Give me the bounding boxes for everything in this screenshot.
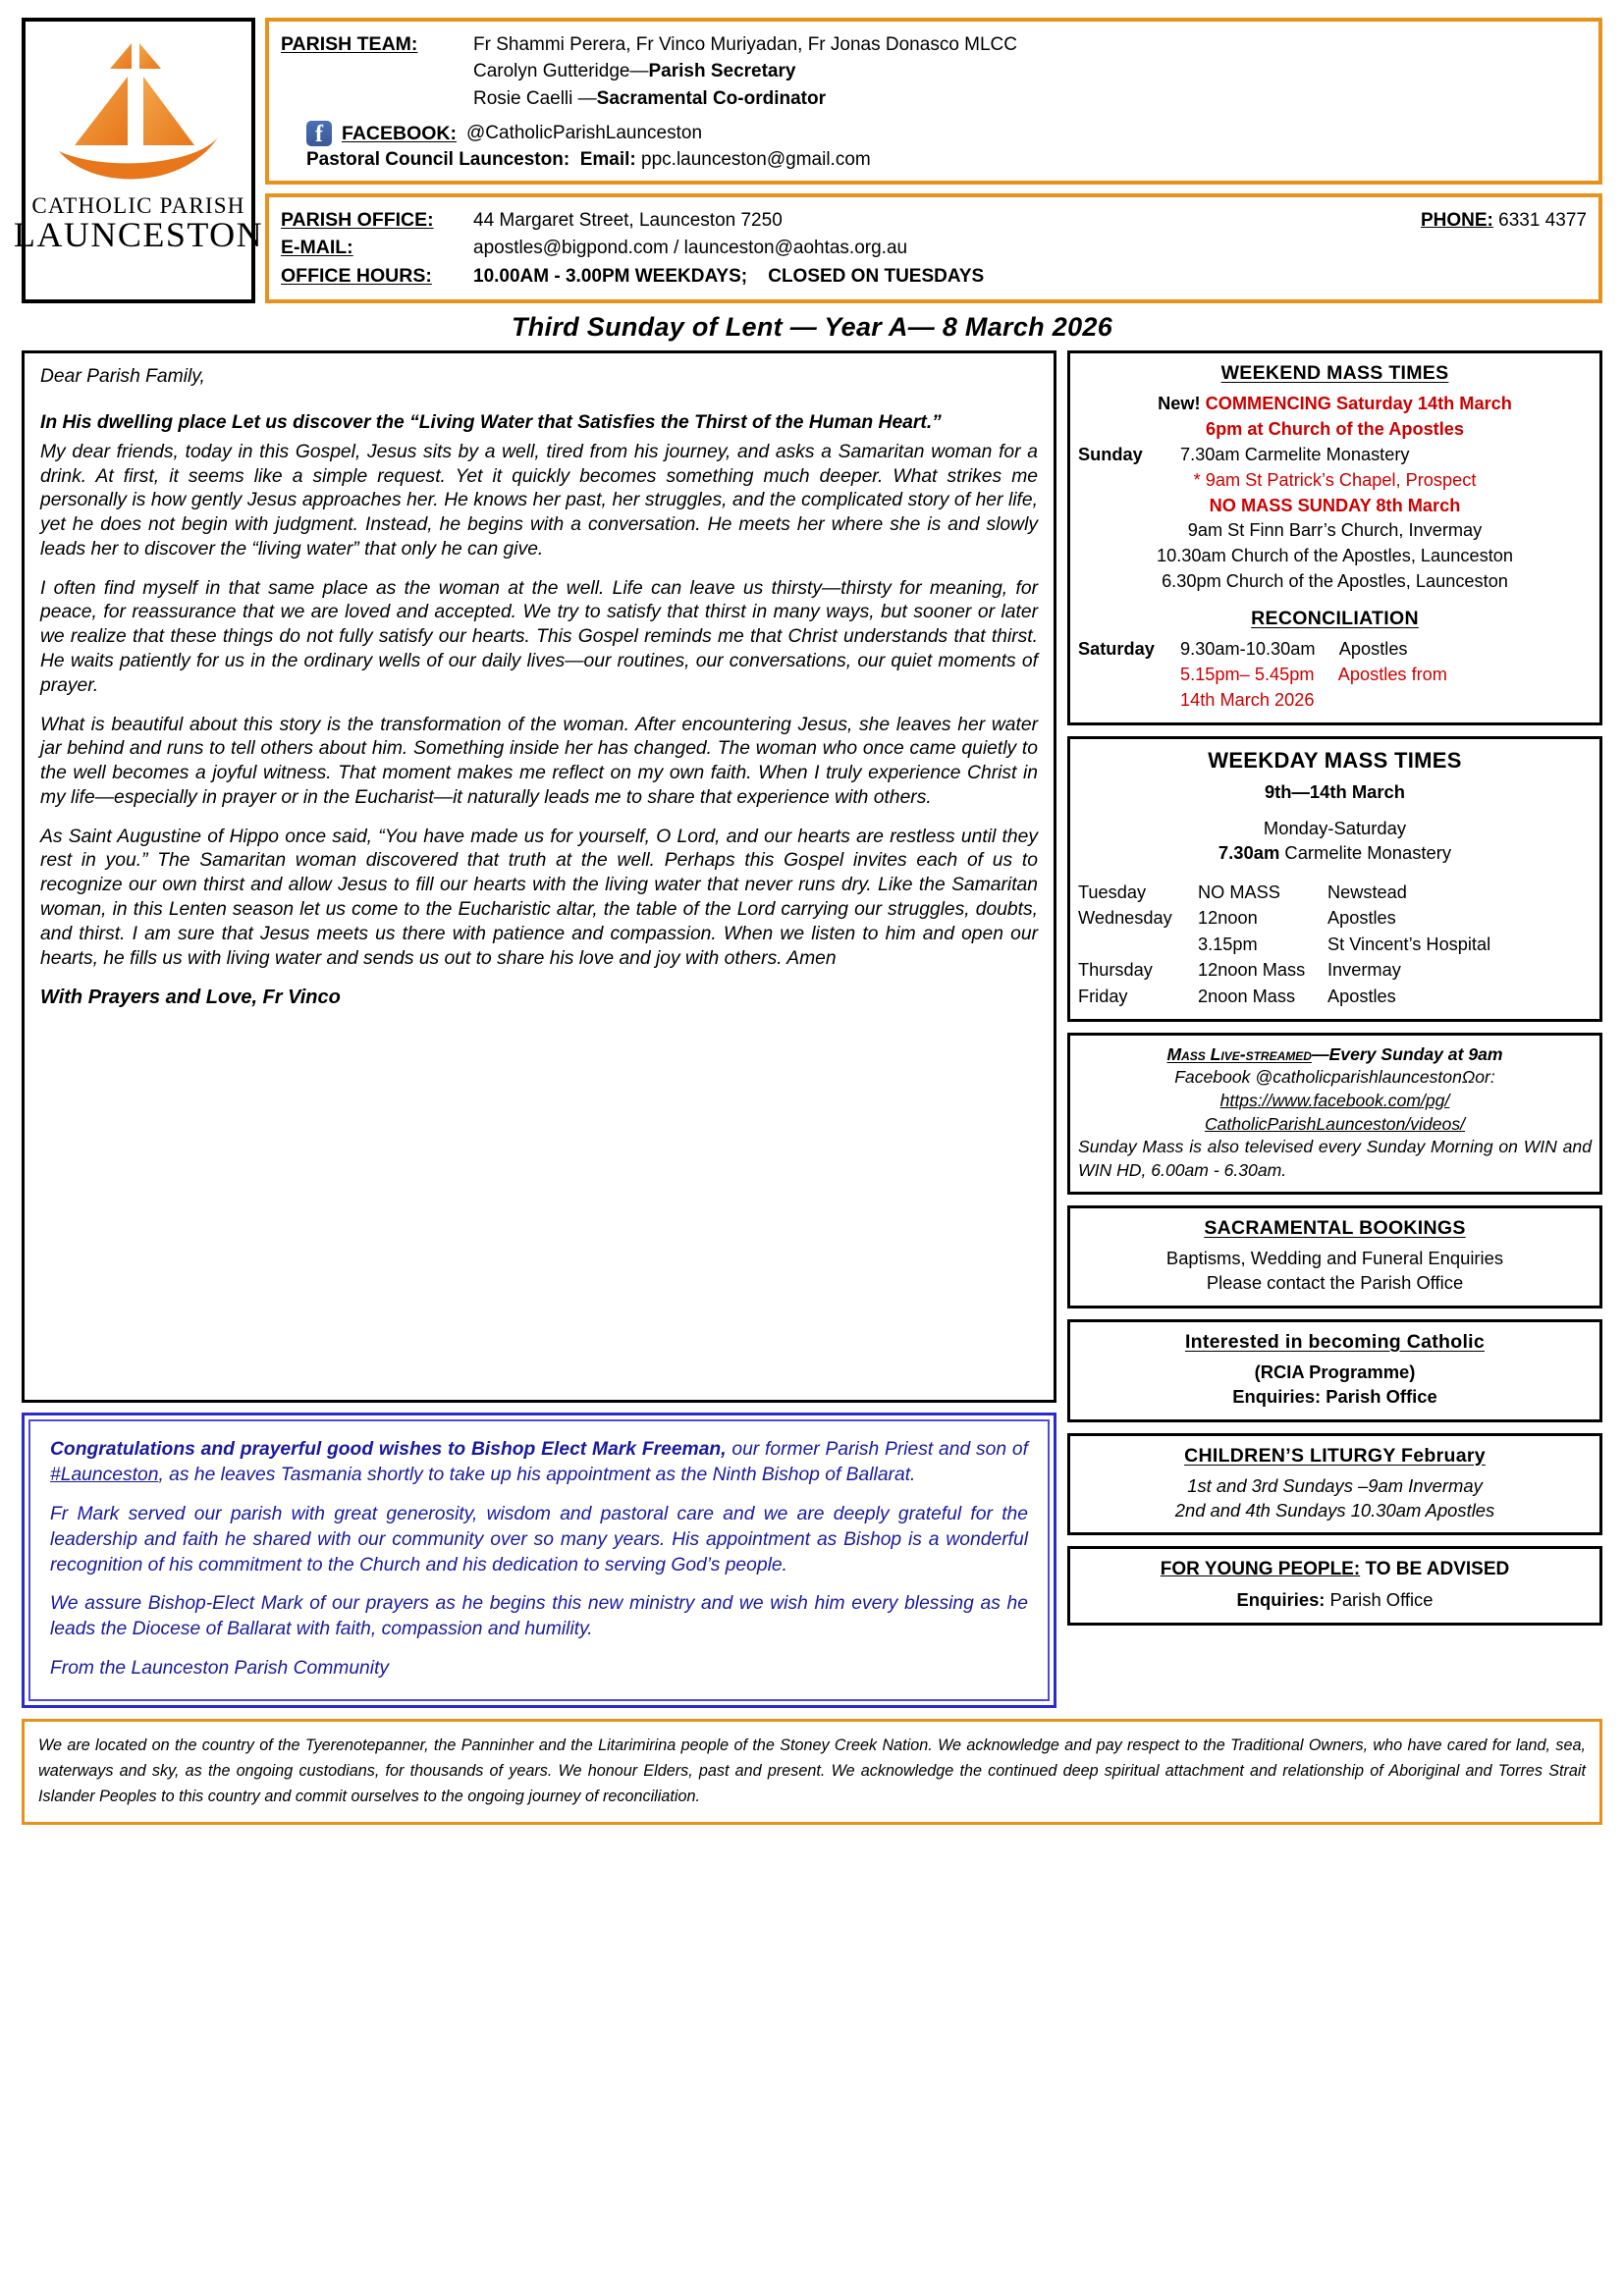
office-address-row <box>281 206 1587 234</box>
childrens-liturgy-line-2: 2nd and 4th Sundays 10.30am Apostles <box>1174 1499 1495 1521</box>
main-content <box>22 350 1602 1708</box>
weekend-mass-row: 9am St Finn Barr’s Church, Invermay <box>1187 520 1483 541</box>
reconciliation-row <box>1078 688 1592 714</box>
livestream-title-rest: —Every Sunday at 9am <box>1311 1043 1503 1064</box>
weekday-standing-time: 7.30am <box>1218 842 1280 864</box>
bishop-notice-link[interactable]: #Launceston <box>50 1465 159 1485</box>
sacramental-title: SACRAMENTAL BOOKINGS <box>1204 1217 1466 1240</box>
weekday-day: Wednesday <box>1078 908 1172 929</box>
weekend-new-row <box>1078 392 1592 417</box>
reconciliation-title: RECONCILIATION <box>1251 607 1419 629</box>
young-people-enquiries-value: Parish Office <box>1325 1589 1434 1610</box>
weekday-place: Apostles <box>1327 908 1396 929</box>
facebook-row[interactable] <box>281 121 1587 146</box>
reconciliation-row <box>1078 663 1592 688</box>
parish-office-box <box>265 193 1602 303</box>
weekend-mass-row: 10.30am Church of the Apostles, Launceston <box>1157 546 1513 566</box>
weekend-mass-row: 6.30pm Church of the Apostles, Launceston <box>1162 571 1508 592</box>
livestream-tv-note: Sunday Mass is also televised every Sunday Morning on WIN and WIN HD, 6.00am - 6.30am. <box>1078 1137 1592 1180</box>
sacramental-coord-name: Rosie Caelli — <box>473 87 597 109</box>
sailboat-cross-icon <box>45 27 232 192</box>
parish-office-label: PARISH OFFICE: <box>281 209 434 232</box>
livestream-title <box>1078 1043 1592 1067</box>
bishop-notice-lead <box>50 1437 1028 1488</box>
weekday-day <box>1078 932 1198 957</box>
weekend-prospect-row: * 9am St Patrick’s Chapel, Prospect <box>1193 469 1477 490</box>
bishop-notice-lead-a: our former Parish Priest and son of <box>731 1439 1028 1461</box>
rcia-line-2: Enquiries: Parish Office <box>1232 1385 1437 1407</box>
sacramental-line-2: Please contact the Parish Office <box>1206 1272 1464 1294</box>
livestream-box <box>1067 1033 1602 1195</box>
letter-paragraph: As Saint Augustine of Hippo once said, “You have made us for yourself, O Lord, and our hearts are restless until they rest in you.” The Samaritan woman discovered that truth at the well. Perhaps this Gospel invites each of us to recognize our own thirst and allow Jesus to fill our hearts with the living water that never runs dry. Like the Samaritan woman, in this Lenten season let us come to the Eucharistic altar, the table of the Lord carrying our struggles, doubts, and thirst. I am sure that Jesus meets us there with patience and compassion. When we listen to him and open our hearts, he fills us with living water and sends us out to share his love and joy with others. Amen <box>40 826 1038 969</box>
weekday-place: St Vincent’s Hospital <box>1327 934 1491 954</box>
bishop-notice-paragraph: Fr Mark served our parish with great generosity, wisdom and pastoral care and we are deeply grateful for the leadership and faith he shared with our community over so many years. His appointment as Bishop is a wonderful recognition of his commitment to the Church and his dedication to serving God’s people. <box>50 1503 1028 1575</box>
weekday-standing-2 <box>1078 841 1592 866</box>
rcia-line-1: (RCIA Programme) <box>1254 1361 1416 1382</box>
logo-line-2: LAUNCESTON <box>13 215 264 254</box>
weekday-place: Invermay <box>1327 960 1401 981</box>
weekday-standing-place: Carmelite Monastery <box>1279 842 1452 864</box>
weekday-mass-dates: 9th—14th March <box>1264 781 1406 803</box>
parish-secretary-role: Parish Secretary <box>648 61 796 82</box>
young-people-title-label: FOR YOUNG PEOPLE: <box>1160 1559 1361 1580</box>
email-label: E-MAIL: <box>281 237 353 259</box>
rcia-box <box>1067 1319 1602 1422</box>
letter-greeting: Dear Parish Family, <box>40 366 205 388</box>
acknowledgement-of-country-box <box>22 1719 1602 1825</box>
masthead <box>13 18 1602 303</box>
livestream-title-label: Mass Live-streamed <box>1166 1043 1312 1064</box>
weekend-sunday-label: Sunday <box>1078 444 1143 464</box>
weekday-day: Tuesday <box>1078 881 1147 902</box>
pastoral-email-label: Email: <box>579 149 636 171</box>
weekday-time: NO MASS <box>1198 881 1280 902</box>
office-closed-value: CLOSED ON TUESDAYS <box>768 265 985 287</box>
weekday-day: Thursday <box>1078 960 1153 981</box>
facebook-handle[interactable]: @CatholicParishLaunceston <box>466 123 703 144</box>
left-column <box>22 350 1056 1708</box>
weekend-mass-title: WEEKEND MASS TIMES <box>1220 362 1449 385</box>
bishop-notice-paragraph: We assure Bishop-Elect Mark of our prayers as he begins this new ministry and we wish him every blessing as he leads the Diocese of Ballarat with faith, compassion and humility. <box>50 1593 1028 1640</box>
pastoral-council-row <box>281 149 1587 171</box>
reconciliation-time-3: 14th March 2026 <box>1180 689 1315 710</box>
rcia-title: Interested in becoming Catholic <box>1184 1330 1486 1353</box>
weekend-mass-box <box>1067 350 1602 725</box>
office-email-row <box>281 234 1587 261</box>
letter-paragraph: What is beautiful about this story is the transformation of the woman. After encountering Jesus, she leaves her water jar behind and runs to tell others about him. Something inside her has changed. The woman who once came quietly to the well becomes a joyful witness. That moment makes me reflect on my own faith. When I truly experience Christ in my life—especially in prayer or in the Eucharist—it naturally leads me to share that experience with others. <box>40 714 1038 808</box>
sacramental-coord-row <box>281 85 1587 112</box>
weekday-standing-1: Monday-Saturday <box>1263 818 1407 839</box>
childrens-liturgy-box <box>1067 1433 1602 1536</box>
parish-logo <box>13 18 264 303</box>
livestream-url-1[interactable]: https://www.facebook.com/pg/ <box>1219 1091 1450 1111</box>
weekday-row <box>1078 957 1592 983</box>
weekday-time: 12noon Mass <box>1198 960 1306 981</box>
reconciliation-row <box>1078 637 1592 663</box>
logo-line-1: CATHOLIC PARISH <box>31 193 245 218</box>
young-people-enquiries <box>1078 1588 1592 1613</box>
letter-paragraph: I often find myself in that same place as the woman at the well. Life can leave us thirsty—thirsty for meaning, for peace, for reassurance that we are loved and accepted. We try to satisfy that thirst in many ways, but sooner or later we realize that these things do not fully satisfy our hearts. This Gospel reminds me that Christ understands that thirst. He waits patiently for us in the ordinary wells of our daily lives—our routines, our conversations, our quiet moments of prayer. <box>40 577 1038 696</box>
office-hours-label: OFFICE HOURS: <box>281 264 432 287</box>
bishop-notice-box <box>22 1413 1056 1708</box>
pastoral-email-value[interactable]: ppc.launceston@gmail.com <box>641 149 871 171</box>
acknowledgement-text: We are located on the country of the Tyerenotepanner, the Panninher and the Litarimirina people of the Stoney Creek Nation. We acknowledge and pay respect to the Traditional Owners, who have cared for land, sea, waterways and sky, as the ongoing custodians, for thousands of years. We honour Elders, past and present. We acknowledge the continued deep spiritual attachment and relationship of Aboriginal and Torres Strait Islander Peoples to this country and commit ourselves to the ongoing journey of reconciliation. <box>38 1735 1586 1806</box>
liturgical-dateline: Third Sunday of Lent — Year A— 8 March 2026 <box>511 312 1113 343</box>
parish-team-label: PARISH TEAM: <box>281 33 418 55</box>
weekday-row <box>1078 984 1592 1009</box>
weekend-sunday-first: 7.30am Carmelite Monastery <box>1180 444 1410 464</box>
bishop-notice-lead-b: , as he leaves Tasmania shortly to take up his appointment as the Ninth Bishop of Ballarat. <box>158 1465 916 1485</box>
letter-signoff: With Prayers and Love, Fr Vinco <box>40 987 341 1009</box>
reconciliation-time-1: 9.30am-10.30am <box>1180 638 1316 659</box>
parish-team-priests: Fr Shammi Perera, Fr Vinco Muriyadan, Fr Jonas Donasco MLCC <box>473 34 1017 55</box>
weekday-time: 3.15pm <box>1198 934 1258 954</box>
phone-label: PHONE: <box>1420 210 1493 232</box>
livestream-facebook[interactable]: Facebook @catholicparishlauncestonΩor: <box>1174 1067 1495 1088</box>
weekday-mass-title: WEEKDAY MASS TIMES <box>1208 748 1462 774</box>
parish-team-box <box>265 18 1602 185</box>
weekend-new-label: New! <box>1158 394 1201 414</box>
weekday-time: 12noon <box>1198 908 1258 929</box>
weekday-row <box>1078 905 1592 931</box>
young-people-title <box>1078 1557 1592 1582</box>
weekday-place: Newstead <box>1327 881 1407 902</box>
parish-team-row <box>281 30 1587 58</box>
childrens-liturgy-line-1: 1st and 3rd Sundays –9am Invermay <box>1187 1474 1483 1496</box>
facebook-icon[interactable] <box>306 121 332 146</box>
letter-paragraph: My dear friends, today in this Gospel, Jesus sits by a well, tired from his journey, and asks a Samaritan woman for a drink. At first, it seems like a simple request. Yet it quickly becomes something much deeper. What strikes me personally is how gently Jesus approaches her. He knows her past, her struggles, and the complicated story of her life, yet he does not begin with judgment. Instead, he begins with a conversation. He meets her where she is and slowly leads her to discover the “living water” that only he can give. <box>40 441 1038 560</box>
weekend-sunday-row <box>1078 443 1592 468</box>
parish-office-address: 44 Margaret Street, Launceston 7250 <box>473 210 783 232</box>
young-people-box <box>1067 1546 1602 1625</box>
reconciliation-place-2: Apostles from <box>1337 664 1447 684</box>
letter-heading: In His dwelling place Let us discover the “Living Water that Satisfies the Thirst of the Human Heart.” <box>40 411 942 433</box>
sacramental-coord-role: Sacramental Co-ordinator <box>596 87 826 109</box>
reconciliation-day: Saturday <box>1078 638 1155 659</box>
sacramental-line-1: Baptisms, Wedding and Funeral Enquiries <box>1165 1248 1504 1269</box>
reconciliation-time-2: 5.15pm– 5.45pm <box>1180 664 1315 684</box>
email-value[interactable]: apostles@bigpond.com / launceston@aohtas.org.au <box>473 238 908 259</box>
pastor-letter <box>40 365 1038 1011</box>
office-hours-row <box>281 262 1587 290</box>
weekday-day: Friday <box>1078 986 1128 1006</box>
weekday-time: 2noon Mass <box>1198 986 1296 1006</box>
weekday-place: Apostles <box>1327 986 1396 1006</box>
phone-number: 6331 4377 <box>1498 210 1587 232</box>
right-column <box>1067 350 1602 1626</box>
pastor-letter-box <box>22 350 1056 1403</box>
weekday-mass-box <box>1067 736 1602 1021</box>
bishop-notice-signoff: From the Launceston Parish Community <box>50 1658 390 1680</box>
facebook-label: FACEBOOK: <box>342 122 457 144</box>
weekend-no-mass-row: NO MASS SUNDAY 8th March <box>1209 495 1461 515</box>
weekend-new-text-2: 6pm at Church of the Apostles <box>1205 419 1465 439</box>
parish-secretary-row <box>281 58 1587 84</box>
livestream-url-2[interactable]: CatholicParishLaunceston/videos/ <box>1204 1113 1466 1134</box>
parish-secretary-name: Carolyn Gutteridge— <box>473 61 649 82</box>
office-hours-value: 10.00AM - 3.00PM WEEKDAYS; <box>473 265 748 287</box>
childrens-liturgy-title: CHILDREN’S LITURGY February <box>1184 1444 1486 1467</box>
weekday-row <box>1078 880 1592 905</box>
weekday-row <box>1078 932 1592 957</box>
young-people-enquiries-label: Enquiries: <box>1236 1589 1326 1610</box>
young-people-title-rest: TO BE ADVISED <box>1360 1559 1510 1580</box>
weekend-new-text-1: COMMENCING Saturday 14th March <box>1205 394 1512 414</box>
pastoral-council-label: Pastoral Council Launceston: <box>306 149 570 171</box>
sacramental-bookings-box <box>1067 1205 1602 1308</box>
bishop-notice-lead-bold: Congratulations and prayerful good wishes to Bishop Elect Mark Freeman, <box>50 1439 727 1461</box>
reconciliation-place-1: Apostles <box>1338 638 1408 659</box>
